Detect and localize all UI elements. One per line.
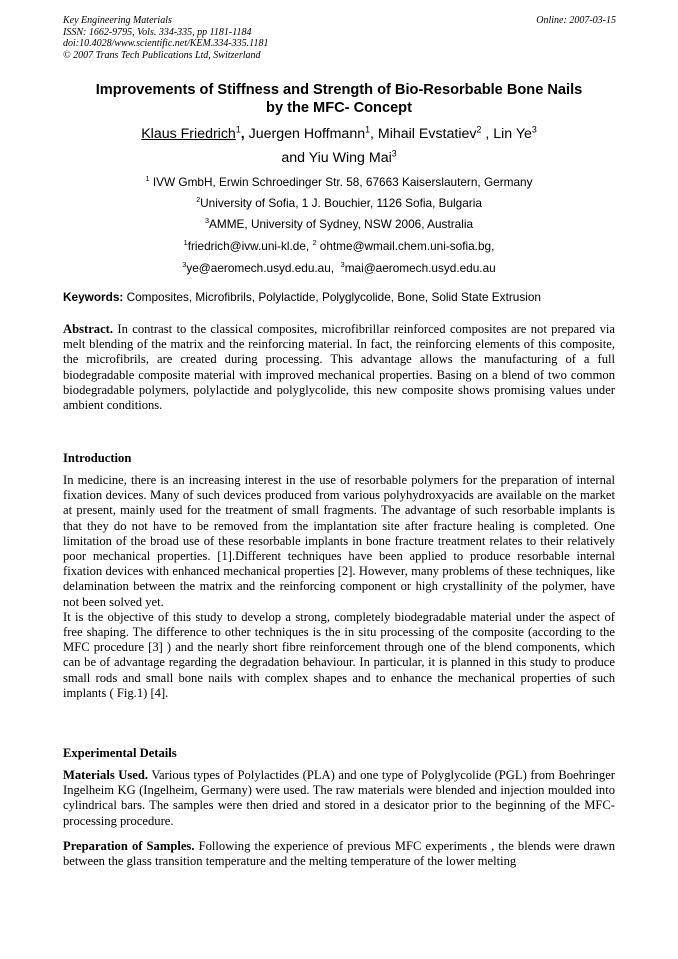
materials-used-paragraph	[63, 768, 615, 829]
preparation-label: Preparation of Samples.	[63, 839, 195, 853]
keywords	[63, 290, 623, 304]
affiliation-1	[55, 175, 623, 189]
author-and: and	[281, 150, 309, 166]
authors-line-1: Klaus Friedrich$^1$, Juergen Hoffmann$^1$, Mihail Evstatiev$^2$ , Lin Ye$^3$	[141, 124, 537, 142]
email-ye: ye@aeromech.usyd.edu.au,	[186, 261, 335, 275]
copyright-line: © 2007 Trans Tech Publications Ltd, Switzerland	[63, 49, 261, 61]
abstract-label: Abstract.	[63, 322, 114, 336]
author-hoffmann: Juergen Hoffmann	[248, 126, 366, 142]
aff-text: University of Sofia, 1 J. Bouchier, 1126 Sofia, Bulgaria	[200, 196, 482, 210]
author-sup: 1	[365, 124, 371, 135]
abstract	[63, 322, 615, 413]
email-sup: 3	[340, 260, 345, 270]
author-sup: 3	[391, 148, 397, 159]
affiliation-2	[55, 196, 623, 210]
email-friedrich: friedrich@ivw.uni-kl.de,	[187, 239, 310, 253]
introduction-body	[63, 473, 615, 701]
author-friedrich: Klaus Friedrich	[141, 126, 236, 142]
email-sup: 2	[312, 238, 317, 248]
author-sup: 2	[476, 124, 482, 135]
author-evstatiev: Mihail Evstatiev	[377, 126, 477, 142]
issn-line: ISSN: 1662-9795, Vols. 334-335, pp 1181-1184	[63, 26, 252, 38]
aff-sup: 1	[145, 174, 150, 184]
author-mai: Yiu Wing Mai	[308, 150, 392, 166]
preparation-paragraph	[63, 839, 615, 869]
intro-paragraph-1: In medicine, there is an increasing interest in the use of resorbable polymers for the preparation of internal fixation devices. Many of such devices produced from various polyhydroxyacids are available on the market at present, mainly used for the treatment of small fragments. The advantage of such resorbable implants is that they do not have to be removed from the implantation site after fracture healing is completed. One limitation of the broad use of these resorbable implants in bone fracture treatment relates to their relatively poor mechanical properties. [1].Different techniques have been applied to produce resorbable internal fixation devices with enhanced mechanical properties [2]. However, many problems of these techniques, like delamination between the matrix and the reinforcing component or high crystallinity of the polymer, have not been solved yet.	[63, 473, 615, 609]
online-date: Online: 2007-03-15	[536, 15, 616, 26]
email-sup: 3	[182, 260, 187, 270]
section-heading-introduction: Introduction	[63, 451, 132, 465]
section-heading-experimental: Experimental Details	[63, 746, 177, 760]
aff-sup: 3	[204, 216, 210, 226]
authors-line-2	[55, 146, 623, 170]
paper-title	[55, 81, 623, 117]
journal-header	[63, 15, 268, 61]
title-line-2: by the MFC- Concept	[266, 100, 412, 116]
doi-line: doi:10.4028/www.scientific.net/KEM.334-335.1181	[63, 38, 269, 49]
intro-paragraph-2: It is the objective of this study to develop a strong, completely biodegradable material under the aspect of free shaping. The difference to other techniques is the in situ processing of the composite (according to the MFC procedure [3] ) and the nearly short fibre reinforcement through one of the blend components, which can be of advantage regarding the degradation behaviour. In particular, it is planned in this study to produce small rods and small bone nails with complex shapes and to enhance the mechanical properties of such implants ( Fig.1) [4].	[63, 609, 615, 700]
author-sup: 3	[531, 124, 537, 135]
preparation-text: Following the experience of previous MFC experiments , the blends were drawn between the glass transition temperature and the melting temperature of the lower melting	[63, 839, 615, 869]
affiliation-3	[55, 217, 623, 231]
email-line-1	[55, 239, 623, 253]
author-ye: Lin Ye	[493, 126, 532, 142]
abstract-text: In contrast to the classical composites, microfibrillar reinforced composites are not prepared via melt blending of the matrix and the reinforcing material. In fact, the reinforcing elements of this composite, the microfibrils, are created during processing. This advantage allows the manufacturing of a full biodegradable composite material with improved mechanical properties. Basing on a blend of two common biodegradable polymers, polylactide and polyglycolide, this new composite shows promising values under ambient conditions.	[63, 322, 615, 413]
email-line-2	[55, 261, 623, 275]
aff-sup: 2	[196, 195, 201, 205]
materials-text: Various types of Polylactides (PLA) and one type of Polyglycolide (PGL) from Boehringer Ingelheim KG (Ingelheim, Germany) were used. The raw materials were blended and injection moulded into cylindrical bars. The samples were then dried and stored in a desicator prior to the beginning of the MFC-processing procedure.	[63, 768, 616, 828]
title-line-1: Improvements of Stiffness and Strength of Bio-Resorbable Bone Nails	[95, 82, 583, 98]
aff-text: IVW GmbH, Erwin Schroedinger Str. 58, 67663 Kaiserslautern, Germany	[149, 175, 533, 189]
journal-name: Key Engineering Materials	[63, 15, 172, 26]
author-list	[55, 122, 623, 170]
keywords-label: Keywords:	[63, 290, 124, 304]
email-mai: mai@aeromech.usyd.edu.au	[344, 261, 496, 275]
keywords-text: Composites, Microfibrils, Polylactide, Polyglycolide, Bone, Solid State Extrusion	[123, 290, 541, 304]
email-ohtme: ohtme@wmail.chem.uni-sofia.bg,	[316, 239, 495, 253]
author-sup: 1	[235, 124, 241, 135]
materials-label: Materials Used.	[63, 768, 149, 782]
aff-text: AMME, University of Sydney, NSW 2006, Australia	[209, 217, 474, 231]
email-sup: 1	[183, 238, 188, 248]
